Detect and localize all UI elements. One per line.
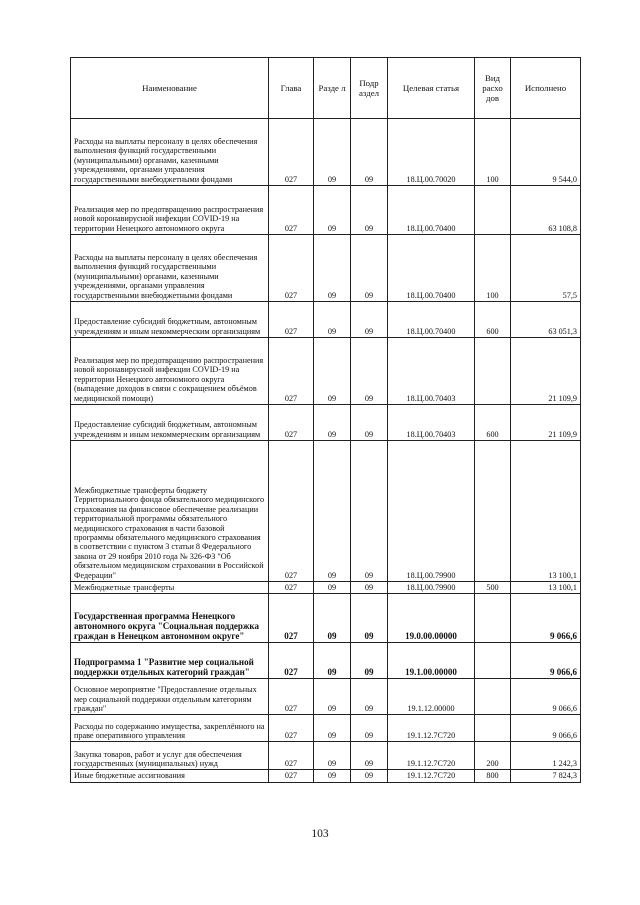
row-chapter: 027	[269, 742, 314, 770]
table-body	[71, 119, 581, 783]
row-amount: 63 108,8	[511, 186, 581, 235]
row-name: Государственная программа Ненецкого автономного округа "Социальная поддержка граждан в Ненецком автономном округе"	[71, 594, 269, 643]
row-target: 18.Ц.00.79900	[388, 441, 475, 582]
row-subsection: 09	[351, 119, 388, 186]
row-target: 19.1.12.7С720	[388, 715, 475, 742]
row-amount: 9 544,0	[511, 119, 581, 186]
row-chapter: 027	[269, 235, 314, 302]
table-row	[71, 405, 581, 441]
budget-table	[70, 57, 581, 783]
row-type	[475, 679, 511, 715]
row-chapter: 027	[269, 770, 314, 782]
row-type	[475, 338, 511, 405]
table-row	[71, 119, 581, 186]
row-chapter: 027	[269, 679, 314, 715]
row-chapter: 027	[269, 643, 314, 679]
row-target: 18.Ц.00.70403	[388, 405, 475, 441]
row-section: 09	[314, 186, 351, 235]
row-target: 19.1.12.7С720	[388, 770, 475, 782]
row-amount: 57,5	[511, 235, 581, 302]
table-row	[71, 770, 581, 782]
row-name: Расходы на выплаты персоналу в целях обеспечения выполнения функций государственными (муниципальными) органами, казенными учреждениями, органами управления государственными внебюджетными фондами	[71, 119, 269, 186]
row-chapter: 027	[269, 715, 314, 742]
row-amount: 21 109,9	[511, 338, 581, 405]
table-row	[71, 186, 581, 235]
row-chapter: 027	[269, 302, 314, 338]
table-row	[71, 441, 581, 582]
header-type: Вид расхо дов	[475, 58, 511, 119]
row-subsection: 09	[351, 715, 388, 742]
row-section: 09	[314, 302, 351, 338]
row-type	[475, 715, 511, 742]
row-section: 09	[314, 119, 351, 186]
row-chapter: 027	[269, 405, 314, 441]
row-type: 200	[475, 742, 511, 770]
row-subsection: 09	[351, 441, 388, 582]
row-section: 09	[314, 643, 351, 679]
row-target: 19.1.12.00000	[388, 679, 475, 715]
row-type: 100	[475, 235, 511, 302]
row-amount: 9 066,6	[511, 679, 581, 715]
row-name: Реализация мер по предотвращению распространения новой коронавирусной инфекции COVID-19 на территории Ненецкого автономного округа (выпадение доходов в связи с сокращением объёмов медицинской помощи)	[71, 338, 269, 405]
row-chapter: 027	[269, 338, 314, 405]
header-target: Целевая статья	[388, 58, 475, 119]
row-type	[475, 186, 511, 235]
row-name: Подпрограмма 1 "Развитие мер социальной поддержки отдельных категорий граждан"	[71, 643, 269, 679]
table-header-row	[71, 58, 581, 119]
row-target: 19.1.12.7С720	[388, 742, 475, 770]
row-target: 18.Ц.00.70020	[388, 119, 475, 186]
row-section: 09	[314, 594, 351, 643]
row-subsection: 09	[351, 770, 388, 782]
row-type	[475, 441, 511, 582]
table-row	[71, 338, 581, 405]
row-target: 19.1.00.00000	[388, 643, 475, 679]
row-target: 18.Ц.00.70403	[388, 338, 475, 405]
row-chapter: 027	[269, 582, 314, 594]
row-type: 600	[475, 302, 511, 338]
row-section: 09	[314, 742, 351, 770]
row-target: 18.Ц.00.70400	[388, 235, 475, 302]
row-amount: 13 100,1	[511, 582, 581, 594]
row-target: 19.0.00.00000	[388, 594, 475, 643]
row-section: 09	[314, 405, 351, 441]
table-row	[71, 742, 581, 770]
row-subsection: 09	[351, 679, 388, 715]
header-section: Разде л	[314, 58, 351, 119]
table-row	[71, 594, 581, 643]
header-executed: Исполнено	[511, 58, 581, 119]
row-name: Предоставление субсидий бюджетным, автономным учреждениям и иным некоммерческим организациям	[71, 405, 269, 441]
row-amount: 9 066,6	[511, 594, 581, 643]
row-section: 09	[314, 338, 351, 405]
row-chapter: 027	[269, 441, 314, 582]
row-type: 600	[475, 405, 511, 441]
row-name: Основное мероприятие "Предоставление отдельных мер социальной поддержки отдельным категориям граждан"	[71, 679, 269, 715]
row-section: 09	[314, 441, 351, 582]
row-subsection: 09	[351, 405, 388, 441]
row-name: Расходы на выплаты персоналу в целях обеспечения выполнения функций государственными (муниципальными) органами, казенными учреждениями, органами управления государственными внебюджетными фондами	[71, 235, 269, 302]
row-chapter: 027	[269, 186, 314, 235]
row-subsection: 09	[351, 582, 388, 594]
table-row	[71, 715, 581, 742]
row-target: 18.Ц.00.70400	[388, 302, 475, 338]
row-name: Закупка товаров, работ и услуг для обеспечения государственных (муниципальных) нужд	[71, 742, 269, 770]
row-subsection: 09	[351, 186, 388, 235]
row-type	[475, 594, 511, 643]
table-row	[71, 582, 581, 594]
table-row	[71, 235, 581, 302]
row-name: Межбюджетные трансферты бюджету Территориального фонда обязательного медицинского страхования на финансовое обеспечение реализации территориальной программы обязательного медицинского страхования в части базовой программы обязательного медицинского страхования в соответствии с пунктом 3 статьи 8 Федерального закона от 29 ноября 2010 года № 326-ФЗ "Об обязательном медицинском страховании в Российской Федерации"	[71, 441, 269, 582]
row-name: Предоставление субсидий бюджетным, автономным учреждениям и иным некоммерческим организациям	[71, 302, 269, 338]
row-target: 18.Ц.00.79900	[388, 582, 475, 594]
row-amount: 13 100,1	[511, 441, 581, 582]
row-subsection: 09	[351, 643, 388, 679]
row-subsection: 09	[351, 594, 388, 643]
row-type: 500	[475, 582, 511, 594]
row-type: 100	[475, 119, 511, 186]
row-section: 09	[314, 770, 351, 782]
row-amount: 9 066,6	[511, 715, 581, 742]
row-subsection: 09	[351, 235, 388, 302]
row-amount: 1 242,3	[511, 742, 581, 770]
row-amount: 9 066,6	[511, 643, 581, 679]
row-subsection: 09	[351, 338, 388, 405]
row-section: 09	[314, 715, 351, 742]
header-name: Наименование	[71, 58, 269, 119]
row-subsection: 09	[351, 302, 388, 338]
row-type	[475, 643, 511, 679]
row-amount: 21 109,9	[511, 405, 581, 441]
header-chapter: Глава	[269, 58, 314, 119]
row-name: Иные бюджетные ассигнования	[71, 770, 269, 782]
row-chapter: 027	[269, 594, 314, 643]
header-subsection: Подр аздел	[351, 58, 388, 119]
row-section: 09	[314, 582, 351, 594]
row-chapter: 027	[269, 119, 314, 186]
row-section: 09	[314, 679, 351, 715]
row-amount: 7 824,3	[511, 770, 581, 782]
row-name: Реализация мер по предотвращению распространения новой коронавирусной инфекции COVID-19 на территории Ненецкого автономного округа	[71, 186, 269, 235]
page-number: 103	[311, 828, 329, 840]
row-type: 800	[475, 770, 511, 782]
row-target: 18.Ц.00.70400	[388, 186, 475, 235]
row-amount: 63 051,3	[511, 302, 581, 338]
table-row	[71, 679, 581, 715]
row-name: Расходы по содержанию имущества, закреплённого на праве оперативного управления	[71, 715, 269, 742]
table-row	[71, 643, 581, 679]
row-name: Межбюджетные трансферты	[71, 582, 269, 594]
row-section: 09	[314, 235, 351, 302]
row-subsection: 09	[351, 742, 388, 770]
table-row	[71, 302, 581, 338]
